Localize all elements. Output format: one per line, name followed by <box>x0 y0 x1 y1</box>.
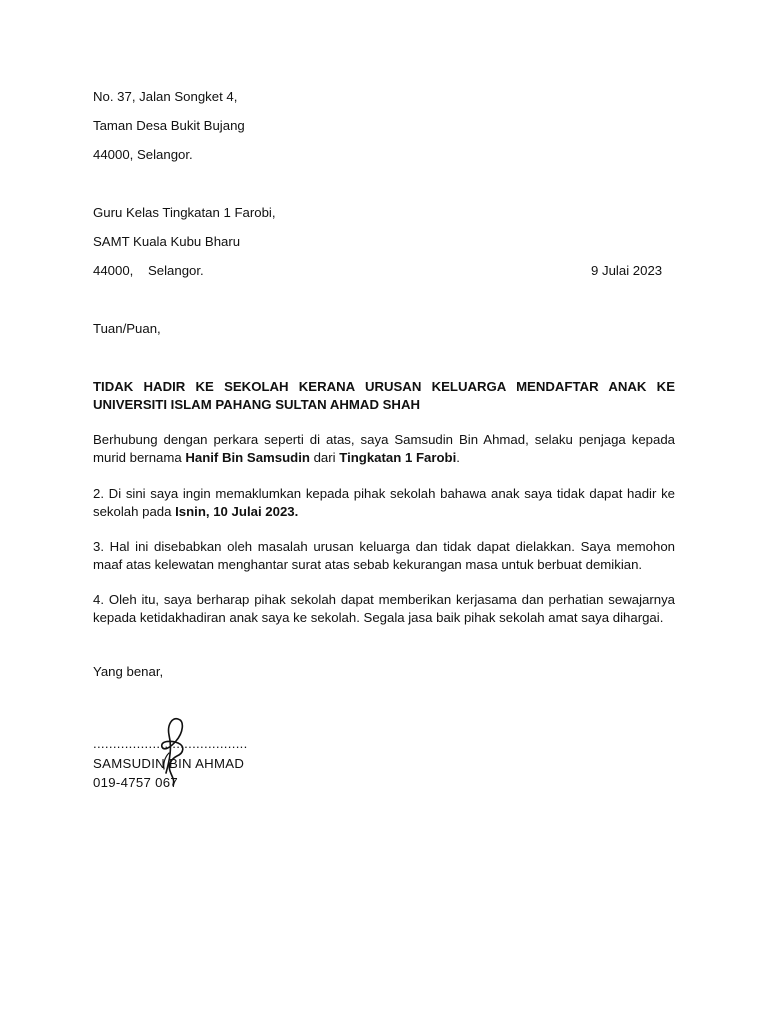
paragraph-3: 3. Hal ini disebabkan oleh masalah urusan keluarga dan tidak dapat dielakkan. Saya memohon maaf atas kelewatan menghantar surat atas sebab kekurangan masa untuk berbuat demikian. <box>93 539 675 572</box>
signatory-phone: 019-4757 067 <box>93 775 178 790</box>
sender-address-line1: No. 37, Jalan Songket 4, <box>93 89 238 104</box>
paragraph-1 <box>93 431 675 467</box>
paragraph-2-text-a: 2. Di sini saya ingin memaklumkan kepada pihak sekolah bahawa anak saya tidak dapat hadir ke sekolah pada <box>93 486 675 519</box>
closing: Yang benar, <box>93 664 164 679</box>
letter-date: 9 Julai 2023 <box>591 263 663 278</box>
letter-subject: TIDAK HADIR KE SEKOLAH KERANA URUSAN KELUARGA MENDAFTAR ANAK KE UNIVERSITI ISLAM PAHANG SULTAN AHMAD SHAH <box>93 379 675 412</box>
signature-dotted-line: ....................................... <box>93 736 248 751</box>
recipient-address-line1: Guru Kelas Tingkatan 1 Farobi, <box>93 205 276 220</box>
sender-address-line3: 44000, Selangor. <box>93 147 193 162</box>
paragraph-4: 4. Oleh itu, saya berharap pihak sekolah dapat memberikan kerjasama dan perhatian sewajarnya kepada ketidakhadiran anak saya ke sekolah. Segala jasa baik pihak sekolah amat saya dihargai. <box>93 592 675 625</box>
paragraph-1-text-a: Berhubung dengan perkara seperti di atas, saya Samsudin Bin Ahmad, selaku penjaga kepada murid bernama <box>93 432 675 465</box>
signatory-name: SAMSUDIN BIN AHMAD <box>93 756 245 771</box>
student-name: Hanif Bin Samsudin <box>185 450 310 465</box>
paragraph-1-text-b: dari <box>309 450 340 465</box>
paragraph-1-text-c: . <box>456 450 460 465</box>
recipient-address-line3: 44000, Selangor. <box>93 263 204 278</box>
salutation: Tuan/Puan, <box>93 321 161 336</box>
paragraph-2 <box>93 485 675 521</box>
recipient-address-line2: SAMT Kuala Kubu Bharu <box>93 234 241 249</box>
sender-address-line2: Taman Desa Bukit Bujang <box>93 118 245 133</box>
class-name: Tingkatan 1 Farobi <box>339 450 457 465</box>
absence-date: Isnin, 10 Julai 2023. <box>175 504 299 519</box>
handwritten-signature <box>148 713 198 789</box>
